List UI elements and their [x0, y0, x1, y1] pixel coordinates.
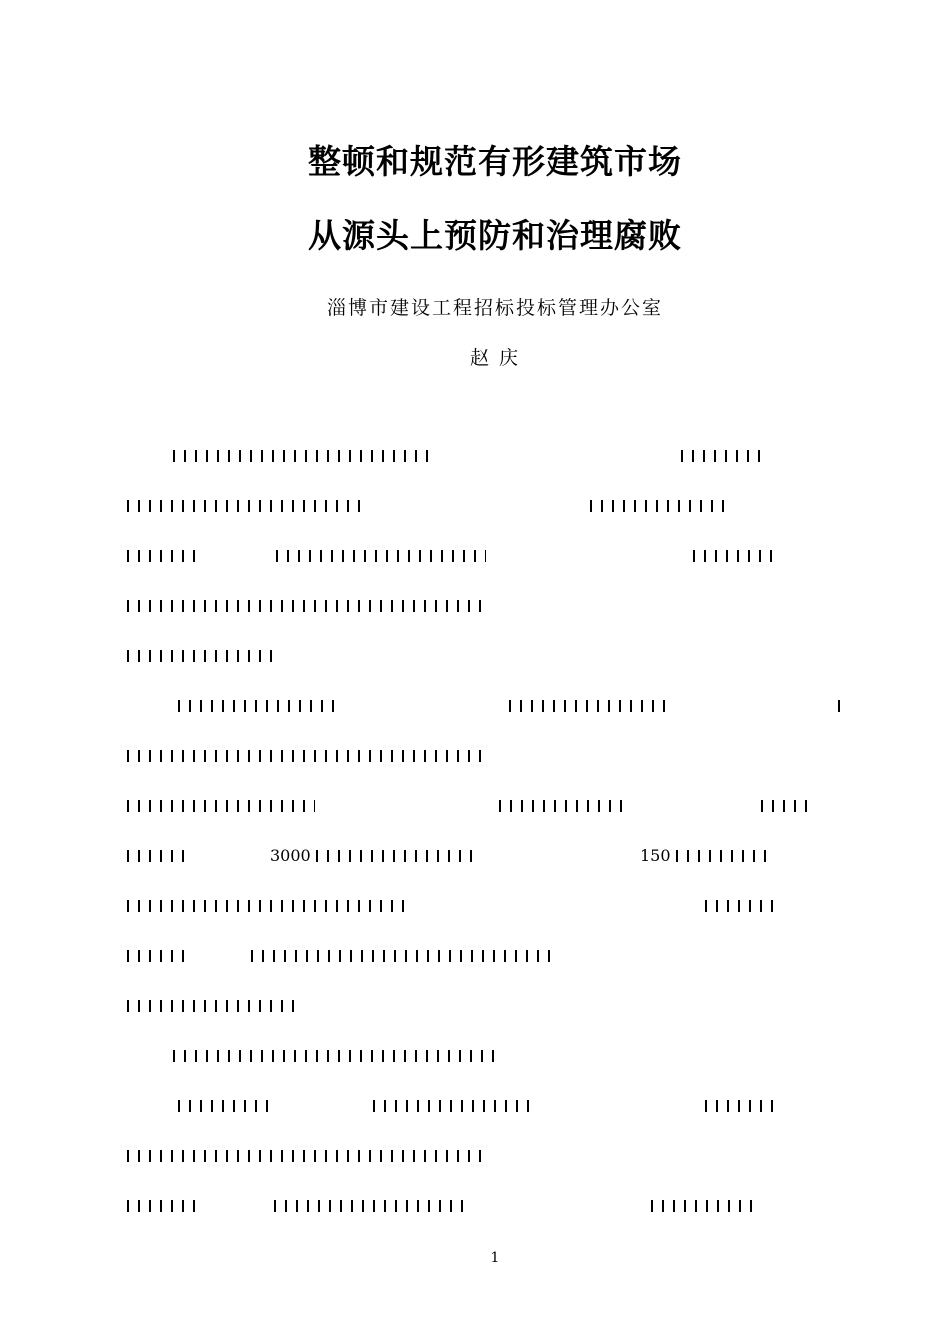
- text-line: [0, 1194, 950, 1218]
- illegible-text-run: [509, 694, 674, 718]
- text-line: [0, 1094, 950, 1118]
- illegible-text-run: [127, 744, 489, 768]
- text-line: [0, 694, 950, 718]
- text-line: [0, 944, 950, 968]
- illegible-text-run: [127, 944, 193, 968]
- illegible-text-run: [590, 494, 724, 518]
- illegible-text-run: [127, 1194, 203, 1218]
- text-line: [0, 1144, 950, 1168]
- illegible-text-run: [651, 1194, 757, 1218]
- text-line: [0, 894, 950, 918]
- illegible-text-run: [705, 1094, 779, 1118]
- page-number: 1: [490, 1250, 500, 1266]
- illegible-text-run: [761, 794, 813, 818]
- illegible-text-run: [316, 844, 474, 868]
- illegible-text-run: [676, 844, 768, 868]
- document-title-line-2: 从源头上预防和治理腐败: [308, 216, 682, 255]
- illegible-text-run: [127, 794, 315, 818]
- text-line: [0, 544, 950, 568]
- illegible-text-run: [127, 894, 413, 918]
- illegible-text-run: [178, 694, 343, 718]
- illegible-text-run: [499, 794, 631, 818]
- illegible-text-run: [681, 444, 769, 468]
- illegible-text-run: [127, 994, 303, 1018]
- illegible-text-run: [274, 1194, 470, 1218]
- illegible-text-run: [693, 544, 779, 568]
- illegible-text-run: [251, 944, 555, 968]
- illegible-text-run: [127, 844, 193, 868]
- illegible-text-run: [127, 1144, 489, 1168]
- author-organization: 淄博市建设工程招标投标管理办公室: [326, 297, 663, 319]
- illegible-text-run: [127, 494, 363, 518]
- text-line: [0, 744, 950, 768]
- illegible-text-run: [705, 894, 779, 918]
- illegible-text-run: [127, 644, 281, 668]
- text-line: [0, 494, 950, 518]
- text-line: [0, 594, 950, 618]
- illegible-text-run: [373, 1094, 538, 1118]
- number-3000: 3000: [270, 846, 311, 865]
- illegible-text-run: [173, 444, 431, 468]
- text-line: [0, 794, 950, 818]
- illegible-text-run: [127, 544, 203, 568]
- illegible-text-run: [127, 594, 489, 618]
- illegible-text-run: [838, 694, 846, 718]
- illegible-text-run: [178, 1094, 276, 1118]
- text-line: [0, 994, 950, 1018]
- illegible-text-run: [173, 1044, 495, 1068]
- text-line: [0, 844, 950, 868]
- document-title-line-1: 整顿和规范有形建筑市场: [308, 142, 682, 181]
- number-150: 150: [640, 846, 671, 865]
- text-line: [0, 1044, 950, 1068]
- text-line: [0, 644, 950, 668]
- illegible-text-run: [276, 544, 486, 568]
- text-line: [0, 444, 950, 468]
- author-name: 赵 庆: [469, 347, 521, 369]
